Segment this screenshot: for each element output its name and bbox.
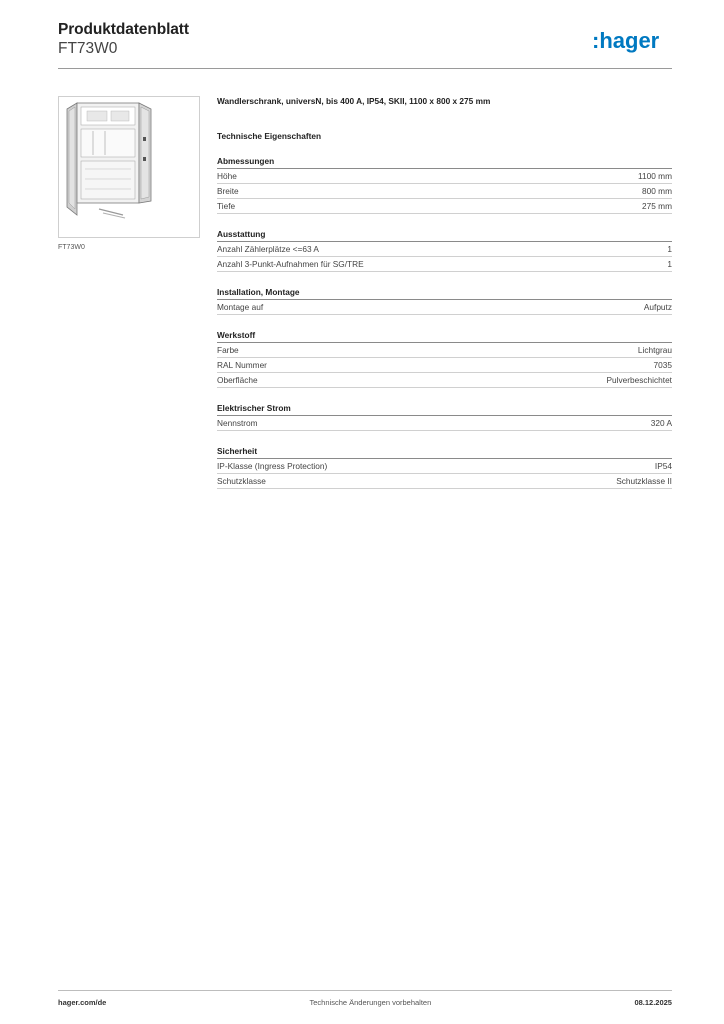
spec-row xyxy=(217,459,672,474)
footer-date: 08.12.2025 xyxy=(634,998,672,1007)
spec-label: RAL Nummer xyxy=(217,360,267,370)
spec-row xyxy=(217,199,672,214)
logo-text: :hager xyxy=(592,28,660,53)
spec-value: Lichtgrau xyxy=(637,345,672,355)
spec-label: Tiefe xyxy=(217,201,236,211)
spec-row xyxy=(217,242,672,257)
footer-website-link[interactable]: hager.com/de xyxy=(58,998,107,1007)
section-title: Installation, Montage xyxy=(217,287,672,300)
spec-row xyxy=(217,169,672,184)
section-electrical-current xyxy=(217,403,672,431)
section-dimensions xyxy=(217,156,672,214)
spec-value: 275 mm xyxy=(642,201,672,211)
spec-value: 320 A xyxy=(650,418,672,428)
header-divider xyxy=(58,68,672,69)
spec-label: IP-Klasse (Ingress Protection) xyxy=(217,461,328,471)
spec-label: Schutzklasse xyxy=(217,476,266,486)
section-title: Ausstattung xyxy=(217,229,672,242)
product-description: Wandlerschrank, universN, bis 400 A, IP54, SKII, 1100 x 800 x 275 mm xyxy=(217,96,491,106)
footer-divider xyxy=(58,990,672,991)
spec-label: Breite xyxy=(217,186,239,196)
spec-value: Schutzklasse II xyxy=(616,476,672,486)
spec-row xyxy=(217,373,672,388)
product-code: FT73W0 xyxy=(58,40,118,57)
section-equipment xyxy=(217,229,672,272)
footer-notice: Technische Änderungen vorbehalten xyxy=(309,998,432,1007)
spec-value: Pulverbeschichtet xyxy=(606,375,672,385)
spec-value: 1100 mm xyxy=(638,171,672,181)
spec-value: 1 xyxy=(667,244,672,254)
section-title: Elektrischer Strom xyxy=(217,403,672,416)
spec-label: Oberfläche xyxy=(217,375,258,385)
product-image-caption: FT73W0 xyxy=(58,244,85,251)
page-header xyxy=(58,21,672,58)
section-title: Sicherheit xyxy=(217,446,672,459)
spec-label: Nennstrom xyxy=(217,418,258,428)
section-safety xyxy=(217,446,672,489)
section-installation xyxy=(217,287,672,315)
page-title: Produktdatenblatt xyxy=(58,21,189,38)
spec-row xyxy=(217,184,672,199)
section-title: Werkstoff xyxy=(217,330,672,343)
spec-label: Höhe xyxy=(217,171,237,181)
cabinet-illustration xyxy=(59,97,199,237)
hager-logo xyxy=(592,28,672,54)
spec-label: Farbe xyxy=(217,345,239,355)
spec-row xyxy=(217,474,672,489)
section-title: Abmessungen xyxy=(217,156,672,169)
page-footer xyxy=(58,998,672,1007)
product-image xyxy=(58,96,200,238)
spec-value: 1 xyxy=(667,259,672,269)
spec-value: 7035 xyxy=(653,360,672,370)
spec-row xyxy=(217,257,672,272)
spec-row xyxy=(217,416,672,431)
spec-label: Anzahl 3-Punkt-Aufnahmen für SG/TRE xyxy=(217,259,364,269)
spec-value: 800 mm xyxy=(642,186,672,196)
spec-row xyxy=(217,358,672,373)
spec-value: IP54 xyxy=(654,461,672,471)
spec-row xyxy=(217,343,672,358)
section-material xyxy=(217,330,672,388)
spec-row xyxy=(217,300,672,315)
spec-label: Montage auf xyxy=(217,302,264,312)
product-details xyxy=(217,96,672,489)
technical-properties-heading: Technische Eigenschaften xyxy=(217,131,322,141)
spec-label: Anzahl Zählerplätze <=63 A xyxy=(217,244,319,254)
spec-value: Aufputz xyxy=(643,302,672,312)
